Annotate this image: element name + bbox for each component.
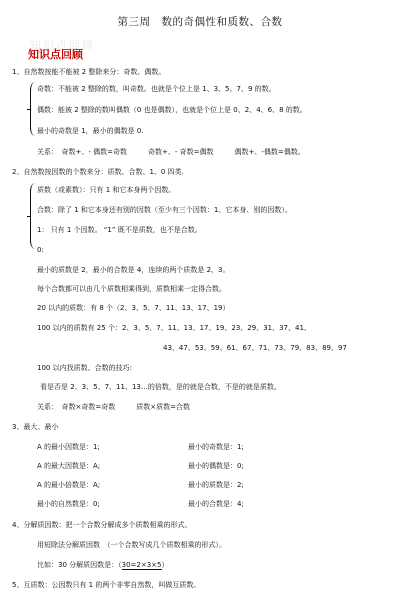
minmax-right-2: 最小的质数是：2;: [188, 481, 244, 489]
multiples-rule: 看是否是 2、3、5、7、11、13…的倍数，是的就是合数，不是的就是质数。: [40, 383, 281, 391]
minmax-left-0: A 的最小因数是：1;: [37, 443, 100, 451]
primes-under-100: 100 以内的质数有 25 个：2、3、5、7、11、13、17、19、23、29、31、37、41、: [37, 324, 311, 332]
even-definition: 偶数：能被 2 整除的数叫偶数（0 也是偶数），也就是个位上是 0、2、4、6、8 的数。: [37, 106, 307, 114]
prime-finding-tips: 100 以内找质数、合数的技巧:: [37, 364, 132, 372]
composite-definition: 合数：除了 1 和它本身还有别的因数（至少有三个因数：1、它本身、别的因数）。: [37, 206, 292, 214]
watermark: 知识点回顾: [30, 39, 95, 52]
minmax-right-0: 最小的奇数是：1;: [188, 443, 244, 451]
section-4-title: 4、分解质因数：把一个合数分解成多个质数相乘的形式。: [12, 521, 192, 529]
section-1-title: 1、自然数按能不能被 2 整除来分：奇数、偶数。: [12, 68, 166, 76]
page-title: 第三周 数的奇偶性和质数、合数: [117, 16, 283, 28]
section-heading: 知识点回顾: [28, 48, 83, 61]
minmax-left-1: A 的最大因数是：A;: [37, 462, 101, 470]
primes-under-100-cont: 43、47、53、59、61、67、71、73、79、83、89、97: [163, 344, 347, 352]
minmax-left-2: A 的最小倍数是：A;: [37, 481, 101, 489]
minmax-right-3: 最小的合数是：4;: [188, 500, 244, 508]
section-3-title: 3、最大、最小: [12, 423, 59, 431]
smallest-prime-composite: 最小的质数是 2，最小的合数是 4，连续的两个质数是 2、3。: [37, 266, 230, 274]
parity-relations: 关系： 奇数+、- 偶数=奇数 奇数+、- 奇数=偶数 偶数+、-偶数=偶数。: [37, 148, 305, 156]
factorization-result: 30=2×3×5: [121, 561, 162, 569]
one-definition: 1： 只有 1 个因数。 “1” 既不是质数，也不是合数。: [37, 226, 202, 234]
short-division-note: 用短除法分解质因数 （一个合数写成几个质数相乘的形式）。: [37, 541, 226, 549]
product-relations: 关系： 奇数×奇数=奇数 质数×质数=合数: [37, 403, 190, 411]
odd-definition: 奇数：不能被 2 整除的数，叫奇数。也就是个位上是 1、3、5、7、9 的数。: [37, 85, 276, 93]
zero-definition: 0:: [37, 246, 44, 254]
brace-2: [30, 183, 35, 249]
factorization-example: 比如：30 分解质因数是：（30=2×3×5）: [37, 561, 169, 569]
primes-under-20: 20 以内的质数：有 8 个（2、3、5、7、11、13、17、19）: [37, 304, 230, 312]
prime-definition: 质数（或素数）：只有 1 和它本身两个因数。: [37, 186, 176, 194]
composite-product-rule: 每个合数都可以由几个质数相乘得到，质数相乘一定得合数。: [37, 285, 226, 293]
minmax-right-1: 最小的偶数是：0;: [188, 462, 244, 470]
section-2-title: 2、自然数按因数的个数来分：质数、合数、1、0 四类.: [12, 168, 184, 176]
section-5-title: 5、互质数：公因数只有 1 的两个非零自然数，叫做互质数。: [12, 581, 201, 589]
minmax-left-3: 最小的自然数是：0;: [37, 500, 100, 508]
brace-1: [30, 82, 35, 136]
smallest-odd-even: 最小的奇数是 1，最小的偶数是 0.: [37, 127, 144, 135]
